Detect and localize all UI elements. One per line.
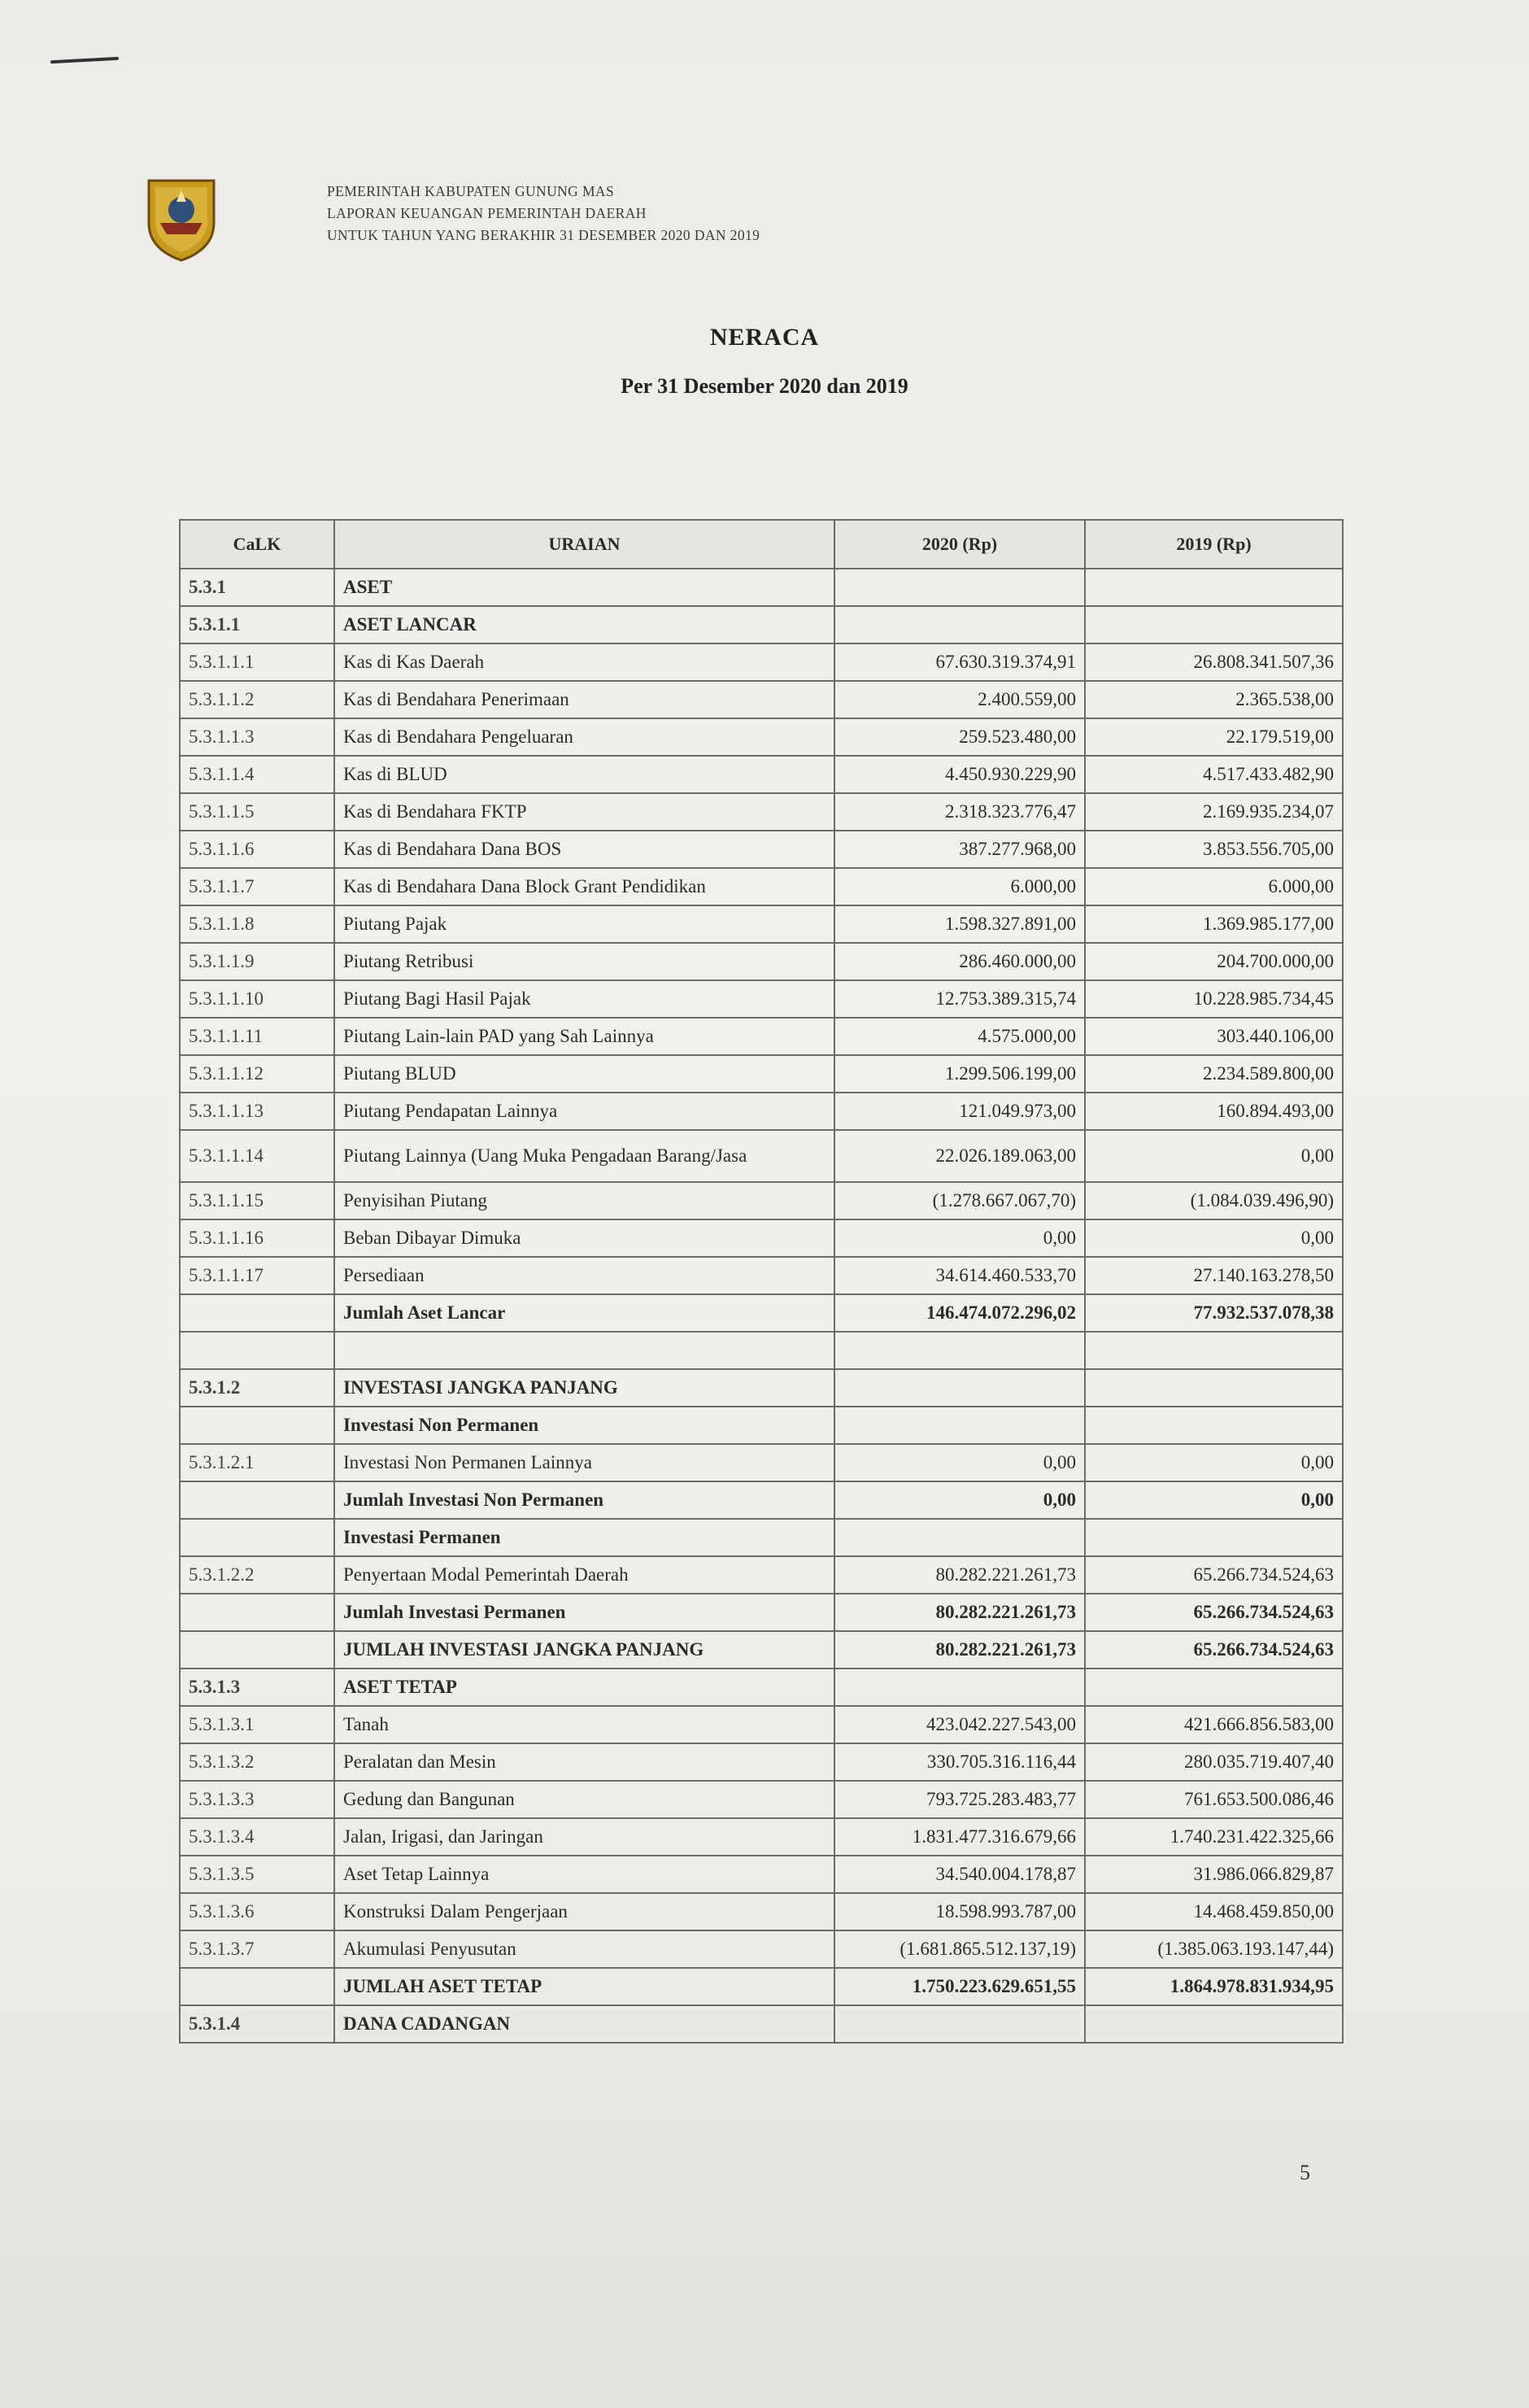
cell-uraian: Kas di Kas Daerah	[334, 643, 834, 681]
cell-value-2020	[834, 1332, 1085, 1369]
cell-calk: 5.3.1.1.11	[180, 1018, 334, 1055]
table-row	[180, 1055, 1343, 1093]
cell-calk: 5.3.1.3.2	[180, 1743, 334, 1781]
cell-calk: 5.3.1.1.7	[180, 868, 334, 905]
table-row	[180, 831, 1343, 868]
cell-value-2019: 280.035.719.407,40	[1085, 1743, 1343, 1781]
cell-value-2020: 6.000,00	[834, 868, 1085, 905]
cell-uraian: Akumulasi Penyusutan	[334, 1930, 834, 1968]
cell-calk: 5.3.1.3.7	[180, 1930, 334, 1968]
header-report: LAPORAN KEUANGAN PEMERINTAH DAERAH	[327, 205, 647, 221]
cell-uraian: Kas di BLUD	[334, 756, 834, 793]
cell-calk	[180, 1332, 334, 1369]
cell-value-2020: 259.523.480,00	[834, 718, 1085, 756]
cell-calk: 5.3.1.2.1	[180, 1444, 334, 1481]
cell-uraian: Investasi Non Permanen	[334, 1407, 834, 1444]
cell-value-2019: 2.365.538,00	[1085, 681, 1343, 718]
cell-calk: 5.3.1.3.4	[180, 1818, 334, 1856]
cell-calk: 5.3.1.3.3	[180, 1781, 334, 1818]
balance-sheet-table	[179, 519, 1344, 2044]
table-row	[180, 2005, 1343, 2043]
cell-uraian	[334, 1332, 834, 1369]
cell-value-2020: (1.278.667.067,70)	[834, 1182, 1085, 1219]
page-number: 5	[1300, 2161, 1310, 2184]
header-government: PEMERINTAH KABUPATEN GUNUNG MAS	[327, 183, 615, 199]
cell-value-2019: 14.468.459.850,00	[1085, 1893, 1343, 1930]
cell-value-2019: 4.517.433.482,90	[1085, 756, 1343, 793]
cell-value-2020: 80.282.221.261,73	[834, 1594, 1085, 1631]
cell-calk	[180, 1294, 334, 1332]
table-row	[180, 1706, 1343, 1743]
table-row	[180, 980, 1343, 1018]
cell-uraian: JUMLAH INVESTASI JANGKA PANJANG	[334, 1631, 834, 1669]
cell-value-2020	[834, 2005, 1085, 2043]
cell-value-2019: 65.266.734.524,63	[1085, 1594, 1343, 1631]
cell-calk: 5.3.1.3	[180, 1669, 334, 1706]
cell-calk: 5.3.1.1.8	[180, 905, 334, 943]
cell-uraian: Investasi Permanen	[334, 1519, 834, 1556]
cell-uraian: Piutang BLUD	[334, 1055, 834, 1093]
pen-mark	[50, 57, 119, 63]
cell-uraian: Tanah	[334, 1706, 834, 1743]
table-row	[180, 793, 1343, 831]
cell-value-2020: 0,00	[834, 1219, 1085, 1257]
cell-calk: 5.3.1.2	[180, 1369, 334, 1407]
cell-value-2020: 387.277.968,00	[834, 831, 1085, 868]
cell-value-2020: 2.400.559,00	[834, 681, 1085, 718]
cell-calk	[180, 1481, 334, 1519]
cell-uraian: ASET LANCAR	[334, 606, 834, 643]
cell-uraian: DANA CADANGAN	[334, 2005, 834, 2043]
cell-value-2019	[1085, 1669, 1343, 1706]
cell-value-2019	[1085, 2005, 1343, 2043]
cell-value-2019	[1085, 1369, 1343, 1407]
cell-calk: 5.3.1.1.14	[180, 1130, 334, 1182]
cell-value-2019: 204.700.000,00	[1085, 943, 1343, 980]
cell-value-2019: 22.179.519,00	[1085, 718, 1343, 756]
cell-uraian: Kas di Bendahara FKTP	[334, 793, 834, 831]
cell-uraian: Piutang Pendapatan Lainnya	[334, 1093, 834, 1130]
table-row	[180, 681, 1343, 718]
cell-value-2020: 0,00	[834, 1444, 1085, 1481]
table-row	[180, 1743, 1343, 1781]
cell-value-2020: 4.575.000,00	[834, 1018, 1085, 1055]
table-row	[180, 569, 1343, 606]
cell-calk	[180, 1407, 334, 1444]
cell-value-2020: 1.598.327.891,00	[834, 905, 1085, 943]
cell-calk: 5.3.1.3.1	[180, 1706, 334, 1743]
table-row	[180, 1294, 1343, 1332]
column-header-2020: 2020 (Rp)	[834, 520, 1085, 569]
cell-calk: 5.3.1.4	[180, 2005, 334, 2043]
cell-uraian: Jumlah Investasi Permanen	[334, 1594, 834, 1631]
cell-calk: 5.3.1.2.2	[180, 1556, 334, 1594]
cell-uraian: ASET	[334, 569, 834, 606]
cell-calk: 5.3.1.1.2	[180, 681, 334, 718]
cell-value-2020	[834, 1519, 1085, 1556]
cell-calk: 5.3.1.1.9	[180, 943, 334, 980]
cell-uraian: INVESTASI JANGKA PANJANG	[334, 1369, 834, 1407]
cell-value-2020	[834, 569, 1085, 606]
cell-value-2020: 34.540.004.178,87	[834, 1856, 1085, 1893]
cell-uraian: Gedung dan Bangunan	[334, 1781, 834, 1818]
table-row	[180, 1369, 1343, 1407]
cell-value-2020	[834, 606, 1085, 643]
cell-value-2019: (1.084.039.496,90)	[1085, 1182, 1343, 1219]
cell-value-2019: 26.808.341.507,36	[1085, 643, 1343, 681]
page-title: NERACA	[709, 324, 820, 351]
cell-value-2020: 80.282.221.261,73	[834, 1631, 1085, 1669]
cell-uraian: Piutang Pajak	[334, 905, 834, 943]
cell-value-2019: 761.653.500.086,46	[1085, 1781, 1343, 1818]
cell-value-2019: 303.440.106,00	[1085, 1018, 1343, 1055]
cell-value-2020: 18.598.993.787,00	[834, 1893, 1085, 1930]
cell-uraian: Konstruksi Dalam Pengerjaan	[334, 1893, 834, 1930]
cell-value-2020: 2.318.323.776,47	[834, 793, 1085, 831]
cell-calk: 5.3.1.1.3	[180, 718, 334, 756]
table-row	[180, 1818, 1343, 1856]
cell-calk: 5.3.1.1.4	[180, 756, 334, 793]
column-header-uraian: URAIAN	[334, 520, 834, 569]
cell-value-2020: 286.460.000,00	[834, 943, 1085, 980]
cell-calk: 5.3.1.1.5	[180, 793, 334, 831]
table-header-row	[180, 520, 1343, 569]
cell-value-2020: 80.282.221.261,73	[834, 1556, 1085, 1594]
table-row	[180, 1444, 1343, 1481]
cell-calk: 5.3.1.1.16	[180, 1219, 334, 1257]
cell-value-2020: 146.474.072.296,02	[834, 1294, 1085, 1332]
cell-value-2019: 6.000,00	[1085, 868, 1343, 905]
cell-value-2019: 1.369.985.177,00	[1085, 905, 1343, 943]
cell-uraian: Kas di Bendahara Dana Block Grant Pendidikan	[334, 868, 834, 905]
cell-value-2019: 2.169.935.234,07	[1085, 793, 1343, 831]
table-row	[180, 1893, 1343, 1930]
table-row	[180, 756, 1343, 793]
cell-calk: 5.3.1.1.17	[180, 1257, 334, 1294]
cell-value-2019: 421.666.856.583,00	[1085, 1706, 1343, 1743]
cell-value-2019: 65.266.734.524,63	[1085, 1556, 1343, 1594]
cell-value-2020	[834, 1369, 1085, 1407]
cell-value-2019: 0,00	[1085, 1219, 1343, 1257]
cell-calk: 5.3.1.1.15	[180, 1182, 334, 1219]
table-row	[180, 1781, 1343, 1818]
cell-calk	[180, 1968, 334, 2005]
table-row	[180, 1556, 1343, 1594]
table-row	[180, 1257, 1343, 1294]
table-row	[180, 1519, 1343, 1556]
cell-uraian: Jumlah Aset Lancar	[334, 1294, 834, 1332]
table-row	[180, 1481, 1343, 1519]
column-header-calk: CaLK	[180, 520, 334, 569]
page-subtitle: Per 31 Desember 2020 dan 2019	[621, 374, 908, 398]
cell-value-2020: 1.831.477.316.679,66	[834, 1818, 1085, 1856]
cell-uraian: Aset Tetap Lainnya	[334, 1856, 834, 1893]
cell-uraian: Piutang Bagi Hasil Pajak	[334, 980, 834, 1018]
table-row	[180, 1093, 1343, 1130]
cell-calk	[180, 1631, 334, 1669]
cell-value-2020: 1.750.223.629.651,55	[834, 1968, 1085, 2005]
cell-value-2020: 330.705.316.116,44	[834, 1743, 1085, 1781]
cell-calk: 5.3.1.1.13	[180, 1093, 334, 1130]
table-row	[180, 1930, 1343, 1968]
cell-calk: 5.3.1.3.5	[180, 1856, 334, 1893]
table-row	[180, 1407, 1343, 1444]
cell-uraian: Kas di Bendahara Penerimaan	[334, 681, 834, 718]
cell-value-2019: 160.894.493,00	[1085, 1093, 1343, 1130]
cell-uraian: Penyertaan Modal Pemerintah Daerah	[334, 1556, 834, 1594]
column-header-2019: 2019 (Rp)	[1085, 520, 1343, 569]
cell-calk: 5.3.1.1.10	[180, 980, 334, 1018]
document-header	[220, 181, 760, 246]
table-row	[180, 1219, 1343, 1257]
table-row	[180, 868, 1343, 905]
table-row	[180, 905, 1343, 943]
regency-emblem-icon	[142, 174, 220, 264]
table-row	[180, 943, 1343, 980]
cell-value-2020: 423.042.227.543,00	[834, 1706, 1085, 1743]
cell-value-2020: 121.049.973,00	[834, 1093, 1085, 1130]
header-period: UNTUK TAHUN YANG BERAKHIR 31 DESEMBER 2020 DAN 2019	[327, 227, 760, 243]
cell-value-2019	[1085, 569, 1343, 606]
cell-uraian: Piutang Retribusi	[334, 943, 834, 980]
cell-value-2019: 65.266.734.524,63	[1085, 1631, 1343, 1669]
table-row	[180, 1631, 1343, 1669]
cell-calk: 5.3.1.1.6	[180, 831, 334, 868]
cell-value-2020: 67.630.319.374,91	[834, 643, 1085, 681]
cell-value-2020: 34.614.460.533,70	[834, 1257, 1085, 1294]
cell-value-2019: (1.385.063.193.147,44)	[1085, 1930, 1343, 1968]
cell-uraian: JUMLAH ASET TETAP	[334, 1968, 834, 2005]
cell-uraian: Investasi Non Permanen Lainnya	[334, 1444, 834, 1481]
cell-value-2019: 10.228.985.734,45	[1085, 980, 1343, 1018]
cell-uraian: Penyisihan Piutang	[334, 1182, 834, 1219]
table-row	[180, 1594, 1343, 1631]
cell-uraian: Persediaan	[334, 1257, 834, 1294]
cell-value-2019: 77.932.537.078,38	[1085, 1294, 1343, 1332]
cell-value-2019: 1.864.978.831.934,95	[1085, 1968, 1343, 2005]
cell-value-2019	[1085, 1407, 1343, 1444]
cell-value-2019: 1.740.231.422.325,66	[1085, 1818, 1343, 1856]
table-row	[180, 1130, 1343, 1182]
table-row	[180, 1018, 1343, 1055]
table-body	[180, 569, 1343, 2043]
cell-uraian: Beban Dibayar Dimuka	[334, 1219, 834, 1257]
cell-value-2019: 3.853.556.705,00	[1085, 831, 1343, 868]
cell-calk	[180, 1594, 334, 1631]
cell-value-2020: 4.450.930.229,90	[834, 756, 1085, 793]
cell-value-2019: 31.986.066.829,87	[1085, 1856, 1343, 1893]
cell-value-2019	[1085, 606, 1343, 643]
cell-calk: 5.3.1.1	[180, 606, 334, 643]
cell-calk: 5.3.1.1.1	[180, 643, 334, 681]
cell-value-2020: 0,00	[834, 1481, 1085, 1519]
cell-value-2020: 22.026.189.063,00	[834, 1130, 1085, 1182]
cell-uraian: Jalan, Irigasi, dan Jaringan	[334, 1818, 834, 1856]
cell-value-2019	[1085, 1332, 1343, 1369]
cell-value-2020: 1.299.506.199,00	[834, 1055, 1085, 1093]
table-row	[180, 606, 1343, 643]
cell-calk	[180, 1519, 334, 1556]
cell-calk: 5.3.1.1.12	[180, 1055, 334, 1093]
cell-value-2020: 12.753.389.315,74	[834, 980, 1085, 1018]
cell-value-2019: 27.140.163.278,50	[1085, 1257, 1343, 1294]
cell-value-2019: 0,00	[1085, 1130, 1343, 1182]
cell-value-2019: 2.234.589.800,00	[1085, 1055, 1343, 1093]
cell-value-2020	[834, 1407, 1085, 1444]
table-row	[180, 643, 1343, 681]
cell-uraian: ASET TETAP	[334, 1669, 834, 1706]
table-row	[180, 1182, 1343, 1219]
cell-value-2020: 793.725.283.483,77	[834, 1781, 1085, 1818]
table-row	[180, 718, 1343, 756]
table-row	[180, 1968, 1343, 2005]
cell-value-2020	[834, 1669, 1085, 1706]
cell-value-2019	[1085, 1519, 1343, 1556]
cell-value-2019: 0,00	[1085, 1481, 1343, 1519]
cell-uraian: Jumlah Investasi Non Permanen	[334, 1481, 834, 1519]
cell-uraian: Kas di Bendahara Pengeluaran	[334, 718, 834, 756]
cell-uraian: Piutang Lainnya (Uang Muka Pengadaan Barang/Jasa	[334, 1130, 834, 1182]
cell-calk: 5.3.1	[180, 569, 334, 606]
table-row	[180, 1856, 1343, 1893]
cell-value-2019: 0,00	[1085, 1444, 1343, 1481]
table-row	[180, 1669, 1343, 1706]
cell-uraian: Piutang Lain-lain PAD yang Sah Lainnya	[334, 1018, 834, 1055]
cell-calk: 5.3.1.3.6	[180, 1893, 334, 1930]
cell-uraian: Kas di Bendahara Dana BOS	[334, 831, 834, 868]
cell-uraian: Peralatan dan Mesin	[334, 1743, 834, 1781]
cell-value-2020: (1.681.865.512.137,19)	[834, 1930, 1085, 1968]
table-row	[180, 1332, 1343, 1369]
